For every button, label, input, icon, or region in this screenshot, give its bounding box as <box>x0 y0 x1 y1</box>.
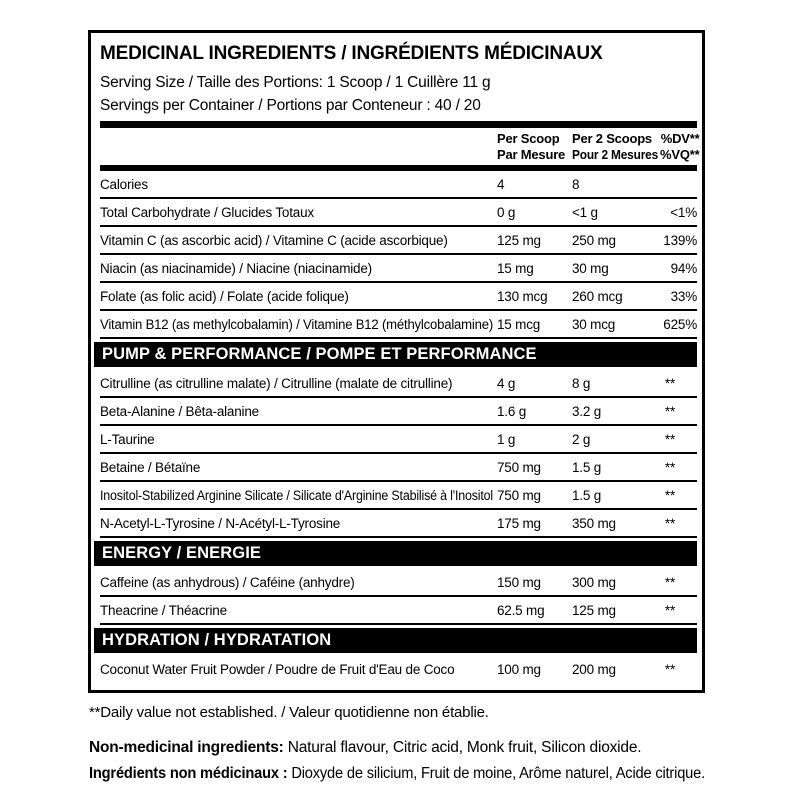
per-2-scoops-value <box>572 488 660 503</box>
dv-value-text: ** <box>664 375 675 391</box>
serving-size-text: Serving Size / Taille des Portions: 1 Scoop / 1 Cuillère 11 g <box>100 74 491 91</box>
dv-value <box>660 404 697 419</box>
dv-value <box>660 289 697 304</box>
per-scoop-value <box>497 516 572 531</box>
ingredient-name-text: Citrulline (as citrulline malate) / Citrulline (malate de citrulline) <box>100 375 453 391</box>
table-row <box>100 597 697 625</box>
per-scoop-value-text: 100 mg <box>497 661 541 677</box>
per-scoop-value-text: 4 <box>497 176 505 192</box>
column-per-scoop-en-text: Per Scoop <box>497 131 560 146</box>
per-2-scoops-value-text: 30 mg <box>572 260 609 276</box>
table-section <box>100 628 697 682</box>
ingredient-name-text: Caffeine (as anhydrous) / Caféine (anhydre) <box>100 574 355 590</box>
ingredient-name-text: Vitamin C (as ascorbic acid) / Vitamine C (acide ascorbique) <box>100 232 448 248</box>
per-2-scoops-value-text: 250 mg <box>572 232 616 248</box>
dv-value-text: ** <box>664 602 675 618</box>
table-row <box>100 398 697 426</box>
ingredient-name-text: Niacin (as niacinamide) / Niacine (niacinamide) <box>100 260 372 276</box>
per-scoop-value <box>497 662 572 677</box>
ingredient-name <box>100 289 497 304</box>
per-scoop-value <box>497 404 572 419</box>
dv-value <box>660 488 697 503</box>
dv-value-text: 33% <box>670 288 697 304</box>
serving-size-line <box>100 71 697 94</box>
column-per-scoop-en <box>497 131 572 147</box>
dv-value-text: ** <box>664 487 675 503</box>
column-dv <box>660 131 699 162</box>
ingredient-name-text: L-Taurine <box>100 431 155 447</box>
per-2-scoops-value-text: 30 mcg <box>572 316 616 332</box>
dv-value <box>660 376 697 391</box>
dv-value-text: ** <box>664 403 675 419</box>
non-medicinal-line-fr-wrap <box>89 761 705 787</box>
per-2-scoops-value-text: 260 mcg <box>572 288 623 304</box>
dv-value <box>660 662 697 677</box>
non-medicinal-text-fr: Dioxyde de silicium, Fruit de moine, Arôme naturel, Acide citrique. <box>291 765 705 782</box>
per-scoop-value-text: 4 g <box>497 375 516 391</box>
panel-title-text: MEDICINAL INGREDIENTS / INGRÉDIENTS MÉDICINAUX <box>100 43 603 64</box>
per-2-scoops-value <box>572 662 660 677</box>
dv-value <box>660 603 697 618</box>
label-footer <box>89 704 769 787</box>
dv-value <box>660 261 697 276</box>
per-2-scoops-value <box>572 376 660 391</box>
per-scoop-value <box>497 289 572 304</box>
ingredient-name <box>100 376 497 391</box>
per-scoop-value-text: 15 mcg <box>497 316 541 332</box>
per-scoop-value-text: 150 mg <box>497 574 541 590</box>
per-2-scoops-value <box>572 261 660 276</box>
table-section <box>100 541 697 625</box>
ingredient-name-text: Calories <box>100 176 148 192</box>
per-2-scoops-value-text: 125 mg <box>572 602 616 618</box>
dv-value <box>660 516 697 531</box>
table-row <box>100 454 697 482</box>
per-2-scoops-value-text: 3.2 g <box>572 403 602 419</box>
table-row <box>100 656 697 682</box>
dv-value <box>660 460 697 475</box>
per-2-scoops-value <box>572 317 660 332</box>
table-row <box>100 283 697 311</box>
servings-per-container-text: Servings per Container / Portions par Conteneur : 40 / 20 <box>100 97 481 114</box>
dv-value <box>660 233 697 248</box>
per-2-scoops-value-text: <1 g <box>572 204 598 220</box>
dv-value <box>660 575 697 590</box>
per-2-scoops-value <box>572 233 660 248</box>
ingredient-name <box>100 261 497 276</box>
table-section <box>100 171 697 339</box>
ingredient-name-text: Total Carbohydrate / Glucides Totaux <box>100 204 314 220</box>
dv-value-text: ** <box>664 574 675 590</box>
per-2-scoops-value-text: 300 mg <box>572 574 616 590</box>
non-medicinal-line-en-wrap <box>89 735 641 761</box>
section-header: ENERGY / ENERGIE <box>94 541 697 566</box>
non-medicinal-line-en <box>89 735 769 761</box>
column-per-2-scoops-fr-text: Pour 2 Mesures <box>572 146 658 162</box>
table-row <box>100 370 697 398</box>
column-spacer <box>100 131 497 162</box>
dv-value-text: ** <box>664 661 675 677</box>
column-per-scoop-fr <box>497 147 572 163</box>
dv-value-text: ** <box>664 431 675 447</box>
table-row <box>100 311 697 339</box>
table-row <box>100 510 697 538</box>
dv-value-text: 94% <box>670 260 697 276</box>
per-2-scoops-value-text: 1.5 g <box>572 487 602 503</box>
ingredient-name-text: Theacrine / Théacrine <box>100 602 227 618</box>
per-2-scoops-value-text: 350 mg <box>572 515 616 531</box>
ingredient-name <box>100 488 497 503</box>
column-dv-fr: %VQ** <box>660 146 700 162</box>
dv-value <box>660 432 697 447</box>
per-scoop-value-text: 0 g <box>497 204 516 220</box>
dv-value <box>660 317 697 332</box>
per-scoop-value <box>497 603 572 618</box>
table-row <box>100 482 697 510</box>
column-per-scoop-fr-text: Par Mesure <box>497 146 566 162</box>
per-2-scoops-value-text: 8 g <box>572 375 591 391</box>
per-scoop-value <box>497 432 572 447</box>
per-scoop-value <box>497 261 572 276</box>
per-2-scoops-value <box>572 205 660 220</box>
ingredient-name <box>100 317 497 332</box>
ingredient-name <box>100 575 497 590</box>
table-body <box>100 171 697 682</box>
panel-title <box>100 41 697 67</box>
per-scoop-value <box>497 575 572 590</box>
ingredient-name <box>100 205 497 220</box>
per-scoop-value <box>497 460 572 475</box>
column-per-scoop <box>497 131 572 162</box>
dv-value <box>660 205 697 220</box>
medicinal-ingredients-panel <box>88 30 705 693</box>
non-medicinal-label-fr: Ingrédients non médicinaux : <box>89 765 288 782</box>
dv-value-text: 625% <box>663 316 697 332</box>
ingredient-name <box>100 460 497 475</box>
ingredient-name <box>100 432 497 447</box>
table-row <box>100 227 697 255</box>
per-scoop-value-text: 175 mg <box>497 515 541 531</box>
table-row <box>100 171 697 199</box>
per-scoop-value <box>497 376 572 391</box>
ingredient-name-text: Coconut Water Fruit Powder / Poudre de Fruit d'Eau de Coco <box>100 661 455 677</box>
column-per-2-scoops-fr <box>572 147 660 163</box>
column-per-2-scoops-en-text: Per 2 Scoops <box>572 131 652 146</box>
per-2-scoops-value-text: 8 <box>572 176 580 192</box>
per-2-scoops-value <box>572 575 660 590</box>
per-scoop-value-text: 1 g <box>497 431 516 447</box>
per-2-scoops-value <box>572 289 660 304</box>
daily-value-footnote-text: **Daily value not established. / Valeur quotidienne non établie. <box>89 704 489 721</box>
ingredient-name-text: Beta-Alanine / Bêta-alanine <box>100 403 259 419</box>
per-2-scoops-value <box>572 603 660 618</box>
ingredient-name <box>100 603 497 618</box>
per-2-scoops-value-text: 1.5 g <box>572 459 602 475</box>
non-medicinal-text-en: Natural flavour, Citric acid, Monk fruit, Silicon dioxide. <box>287 739 642 756</box>
table-row <box>100 569 697 597</box>
dv-value-text: 139% <box>663 232 697 248</box>
per-scoop-value-text: 15 mg <box>497 260 534 276</box>
per-scoop-value-text: 1.6 g <box>497 403 527 419</box>
per-scoop-value <box>497 233 572 248</box>
ingredient-name-text: Inositol-Stabilized Arginine Silicate / Silicate d'Arginine Stabilisé à l'Inositol <box>100 487 493 503</box>
per-scoop-value <box>497 205 572 220</box>
section-header: HYDRATION / HYDRATATION <box>94 628 697 653</box>
per-scoop-value <box>497 177 572 192</box>
ingredient-name <box>100 177 497 192</box>
column-per-2-scoops <box>572 131 660 162</box>
per-scoop-value-text: 125 mg <box>497 232 541 248</box>
table-row <box>100 426 697 454</box>
ingredient-name <box>100 233 497 248</box>
per-2-scoops-value <box>572 177 660 192</box>
column-per-2-scoops-en <box>572 131 660 147</box>
dv-value-text: ** <box>664 515 675 531</box>
daily-value-footnote <box>89 704 769 721</box>
ingredient-name-text: Vitamin B12 (as methylcobalamin) / Vitamine B12 (méthylcobalamine) <box>100 316 493 332</box>
table-section <box>100 342 697 538</box>
per-scoop-value-text: 130 mcg <box>497 288 548 304</box>
servings-per-container-line <box>100 94 697 117</box>
header-divider-bar <box>100 121 697 128</box>
per-2-scoops-value-text: 200 mg <box>572 661 616 677</box>
dv-value-text: <1% <box>670 204 697 220</box>
non-medicinal-line-fr <box>89 761 769 787</box>
column-dv-en: %DV** <box>660 131 700 146</box>
per-2-scoops-value <box>572 460 660 475</box>
ingredient-name-text: Folate (as folic acid) / Folate (acide folique) <box>100 288 349 304</box>
per-2-scoops-value-text: 2 g <box>572 431 591 447</box>
per-scoop-value-text: 750 mg <box>497 487 541 503</box>
ingredient-name <box>100 404 497 419</box>
table-row <box>100 255 697 283</box>
per-2-scoops-value <box>572 432 660 447</box>
per-scoop-value <box>497 488 572 503</box>
dv-value-text: ** <box>664 459 675 475</box>
ingredient-name <box>100 662 497 677</box>
ingredient-name <box>100 516 497 531</box>
per-scoop-value-text: 750 mg <box>497 459 541 475</box>
per-scoop-value <box>497 317 572 332</box>
ingredient-name-text: Betaine / Bétaïne <box>100 459 201 475</box>
column-headers <box>100 128 700 165</box>
per-2-scoops-value <box>572 516 660 531</box>
ingredient-name-text: N-Acetyl-L-Tyrosine / N-Acétyl-L-Tyrosine <box>100 515 341 531</box>
non-medicinal-label-en: Non-medicinal ingredients: <box>89 739 284 756</box>
table-row <box>100 199 697 227</box>
per-2-scoops-value <box>572 404 660 419</box>
section-header: PUMP & PERFORMANCE / POMPE ET PERFORMANCE <box>94 342 697 367</box>
per-scoop-value-text: 62.5 mg <box>497 602 545 618</box>
